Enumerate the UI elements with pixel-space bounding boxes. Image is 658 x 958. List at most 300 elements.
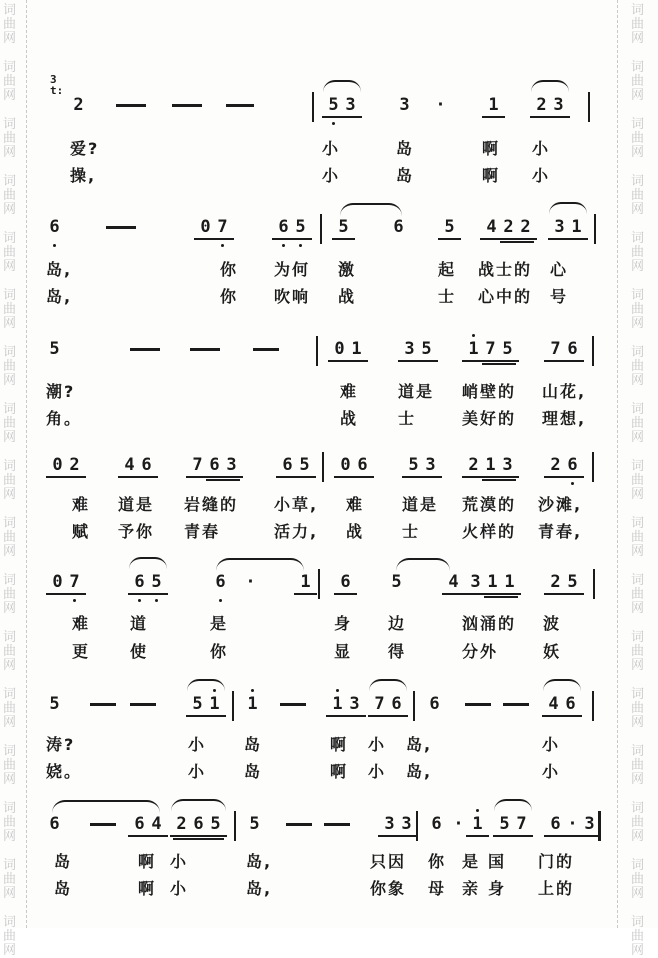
lyric-syllable: 岛,: [406, 735, 433, 754]
watermark-char: 词: [3, 573, 17, 588]
note-token: [480, 217, 537, 240]
note-digit: 3: [399, 95, 410, 115]
note-token: [390, 217, 407, 237]
note-digit: 6: [391, 694, 402, 714]
note-digit: ·: [435, 95, 446, 115]
lyric-syllable: 潮?: [46, 382, 76, 401]
note-digit: 4: [151, 814, 162, 834]
note-digit: 6: [393, 217, 404, 237]
note-token: [242, 572, 259, 592]
lyric-syllable: 岛,: [46, 287, 73, 306]
note-token: [128, 814, 168, 837]
watermark-char: 网: [3, 316, 17, 331]
note-digit: 3: [384, 814, 395, 834]
watermark-char: 曲: [3, 758, 17, 773]
note-token: [530, 95, 570, 118]
lyric-syllable: 士: [438, 287, 457, 306]
slur: [396, 558, 450, 571]
lyric-syllable: 身: [488, 879, 507, 898]
note-token: [328, 339, 368, 362]
lyric-syllable: 山花,: [542, 382, 587, 401]
note-token: [462, 339, 519, 362]
watermark-char: 网: [3, 829, 17, 844]
watermark-char: 网: [3, 886, 17, 901]
lyric-syllable: 波: [543, 614, 562, 633]
note-token: [46, 339, 63, 359]
lyric-syllable: 是: [210, 614, 229, 633]
octave-dot-below: [155, 599, 158, 602]
octave-dot-below: [219, 599, 222, 602]
note-digit: 1: [485, 455, 496, 475]
bar-line: [592, 691, 594, 721]
lyric-syllable: 岛,: [246, 879, 273, 898]
note-digit: 2: [176, 814, 187, 834]
note-digit: 6: [212, 572, 229, 592]
watermark-char: 网: [631, 259, 645, 274]
lyric-syllable: 岛,: [246, 852, 273, 871]
note-token: [246, 814, 263, 834]
dash-note: [130, 703, 156, 706]
lyric-syllable: 你: [210, 642, 229, 661]
note-digit: 1: [469, 814, 486, 834]
note-token: [334, 572, 357, 595]
watermark-char: 网: [3, 544, 17, 559]
lyric-syllable: 岛,: [46, 260, 73, 279]
watermark-char: 网: [631, 544, 645, 559]
lyric-syllable: 娆。: [46, 762, 83, 781]
watermark-char: 网: [631, 31, 645, 46]
note-token: [194, 217, 234, 240]
watermark-char: 网: [631, 487, 645, 502]
note-digit: 5: [49, 339, 60, 359]
lyric-syllable: 小: [170, 879, 189, 898]
lyric-syllable: 士: [398, 409, 417, 428]
watermark-char: 网: [631, 772, 645, 787]
lyric-syllable: 分外: [462, 642, 499, 661]
watermark-char: 曲: [631, 815, 645, 830]
note-digit: 5: [299, 455, 310, 475]
note-token: [428, 814, 445, 834]
key-signature-fragment: [50, 74, 63, 96]
lyric-syllable: 啊: [482, 139, 501, 158]
watermark-char: 网: [3, 487, 17, 502]
double-underline: [482, 363, 516, 365]
note-token: [276, 455, 316, 478]
lyric-syllable: 小: [542, 735, 561, 754]
double-underline: [206, 479, 240, 481]
lyric-syllable: 岛: [54, 852, 73, 871]
lyric-syllable: 美好的: [462, 409, 517, 428]
note-token: [438, 217, 461, 240]
note-token: [170, 814, 227, 837]
note-digit: 3: [349, 694, 360, 714]
note-token: [442, 572, 465, 595]
slur: [369, 679, 407, 691]
note-digit: 5: [49, 694, 60, 714]
note-token: [432, 95, 449, 115]
note-token: [186, 694, 226, 717]
note-digit: 2: [503, 217, 514, 237]
lyric-syllable: 亲: [462, 879, 481, 898]
lyric-syllable: 国: [488, 852, 507, 871]
note-token: [46, 572, 86, 595]
note-digit: 3: [425, 455, 436, 475]
note-token: [212, 572, 229, 592]
watermark-char: 词: [631, 516, 645, 531]
watermark-char: 曲: [3, 74, 17, 89]
lyric-syllable: 青春: [184, 522, 221, 541]
lyric-syllable: 理想,: [542, 409, 587, 428]
bar-line: [593, 569, 595, 599]
note-digit: 0: [334, 339, 345, 359]
bar-line: [594, 214, 596, 244]
bar-line: [312, 92, 314, 122]
dash-note: [190, 348, 220, 351]
note-digit: 3: [470, 572, 481, 592]
note-digit: 6: [49, 814, 60, 834]
note-digit: 6: [193, 814, 204, 834]
watermark-char: 网: [3, 31, 17, 46]
lyric-syllable: 士: [402, 522, 421, 541]
note-digit: 4: [448, 572, 459, 592]
lyric-syllable: 妖: [543, 642, 562, 661]
note-token: [544, 572, 584, 595]
watermark-char: 词: [631, 573, 645, 588]
double-underline: [482, 479, 516, 481]
note-digit: 7: [192, 455, 203, 475]
watermark-char: 曲: [3, 644, 17, 659]
watermark-char: 网: [631, 430, 645, 445]
bar-line: [413, 691, 415, 721]
watermark-char: 网: [3, 715, 17, 730]
watermark-char: 词: [3, 3, 17, 18]
lyric-syllable: 岛: [54, 879, 73, 898]
note-digit: 7: [516, 814, 527, 834]
lyric-syllable: 啊: [482, 166, 501, 185]
note-digit: 6: [564, 455, 581, 475]
key-signature-top: 3: [50, 73, 57, 86]
lyric-syllable: 小: [322, 166, 341, 185]
lyric-syllable: 你: [428, 852, 447, 871]
note-digit: 7: [374, 694, 385, 714]
note-digit: 6: [565, 694, 576, 714]
note-digit: 6: [431, 814, 442, 834]
note-digit: 3: [226, 455, 237, 475]
watermark-char: 网: [631, 88, 645, 103]
watermark-divider-right: [617, 0, 618, 928]
note-digit: 3: [345, 95, 356, 115]
watermark-char: 词: [631, 231, 645, 246]
note-digit: 1: [488, 95, 499, 115]
watermark-char: 曲: [631, 701, 645, 716]
lyric-syllable: 你: [220, 260, 239, 279]
lyric-syllable: 赋: [72, 522, 91, 541]
dash-note: [280, 703, 306, 706]
lyric-syllable: 母: [428, 879, 447, 898]
note-token: [46, 455, 86, 478]
watermark-char: 词: [631, 288, 645, 303]
watermark-char: 曲: [631, 245, 645, 260]
lyric-syllable: 小: [322, 139, 341, 158]
note-digit: 5: [444, 217, 455, 237]
watermark-char: 词: [631, 915, 645, 930]
note-digit: 7: [550, 339, 561, 359]
lyric-syllable: 岛,: [406, 762, 433, 781]
note-digit: 6: [141, 455, 152, 475]
note-token: [322, 95, 362, 118]
lyric-syllable: 难: [346, 495, 365, 514]
lyric-syllable: 小: [368, 735, 387, 754]
note-token: [493, 814, 533, 837]
note-token: [426, 694, 443, 714]
lyric-syllable: 岩缝的: [184, 495, 239, 514]
lyric-syllable: 难: [72, 614, 91, 633]
lyric-syllable: 上的: [538, 879, 575, 898]
watermark-char: 曲: [3, 473, 17, 488]
watermark-char: 曲: [3, 701, 17, 716]
dash-note: [106, 226, 136, 229]
note-digit: 0: [340, 455, 351, 475]
dash-note: [172, 104, 202, 107]
note-token: [544, 814, 601, 837]
watermark-char: 网: [3, 145, 17, 160]
watermark-char: 曲: [631, 416, 645, 431]
watermark-char: 网: [631, 373, 645, 388]
watermark-char: 曲: [631, 188, 645, 203]
watermark-char: 曲: [631, 530, 645, 545]
bar-line: [320, 214, 322, 244]
note-digit: 6: [282, 455, 293, 475]
lyric-syllable: 道是: [118, 495, 155, 514]
note-digit: 0: [52, 572, 63, 592]
key-signature-bottom: t:: [50, 84, 64, 97]
note-token: [388, 572, 405, 592]
note-digit: 2: [550, 455, 561, 475]
watermark-char: 词: [3, 117, 17, 132]
note-token: [118, 455, 158, 478]
lyric-syllable: 道: [130, 614, 149, 633]
lyric-syllable: 是: [462, 852, 481, 871]
watermark-char: 词: [3, 516, 17, 531]
double-underline: [484, 596, 518, 598]
lyric-syllable: 小: [170, 852, 189, 871]
lyric-syllable: 你象: [370, 879, 407, 898]
lyric-syllable: 小: [368, 762, 387, 781]
lyric-syllable: 激: [338, 260, 357, 279]
note-digit: ·: [453, 814, 464, 834]
note-digit: 2: [550, 572, 561, 592]
watermark-char: 网: [631, 886, 645, 901]
dash-note: [286, 823, 312, 826]
watermark-char: 网: [3, 88, 17, 103]
watermark-char: 曲: [631, 359, 645, 374]
dash-note: [116, 104, 146, 107]
lyric-syllable: 门的: [538, 852, 575, 871]
dash-note: [90, 703, 116, 706]
lyric-syllable: 予你: [118, 522, 155, 541]
watermark-char: 网: [3, 943, 17, 958]
note-digit: 5: [148, 572, 165, 592]
note-digit: 3: [584, 814, 595, 834]
watermark-char: 词: [3, 231, 17, 246]
note-digit: 1: [329, 694, 346, 714]
lyric-syllable: 难: [340, 382, 359, 401]
watermark-char: 曲: [3, 359, 17, 374]
note-digit: 7: [214, 217, 231, 237]
note-digit: 2: [69, 455, 80, 475]
watermark-char: 词: [3, 687, 17, 702]
bar-line: [316, 336, 318, 366]
dash-note: [503, 703, 529, 706]
note-token: [128, 572, 168, 595]
octave-dot-below: [221, 244, 224, 247]
lyric-syllable: 汹涌的: [462, 614, 517, 633]
double-underline: [500, 241, 534, 243]
note-digit: 4: [124, 455, 135, 475]
note-digit: 0: [200, 217, 211, 237]
octave-dot-below: [332, 122, 335, 125]
note-digit: 1: [206, 694, 223, 714]
lyric-syllable: 火样的: [462, 522, 517, 541]
lyric-syllable: 心: [550, 260, 569, 279]
note-token: [464, 572, 521, 595]
watermark-char: 曲: [631, 74, 645, 89]
note-token: [70, 95, 87, 115]
watermark-char: 网: [631, 658, 645, 673]
note-digit: 5: [502, 339, 513, 359]
dash-note: [90, 823, 116, 826]
note-digit: 6: [46, 217, 63, 237]
note-digit: 5: [292, 217, 309, 237]
lyric-syllable: 更: [72, 642, 91, 661]
watermark-char: 网: [631, 316, 645, 331]
note-token: [368, 694, 408, 717]
octave-dot-below: [571, 482, 574, 485]
note-digit: 5: [567, 572, 578, 592]
bar-line: [234, 811, 236, 841]
lyric-syllable: 起: [438, 260, 457, 279]
watermark-char: 词: [631, 60, 645, 75]
lyric-syllable: 你: [220, 287, 239, 306]
lyric-syllable: 操,: [70, 166, 97, 185]
watermark-char: 网: [3, 772, 17, 787]
watermark-divider-left: [26, 0, 27, 928]
note-digit: 3: [502, 455, 513, 475]
lyric-syllable: 峭壁的: [462, 382, 517, 401]
lyric-syllable: 小: [542, 762, 561, 781]
lyric-syllable: 战: [340, 409, 359, 428]
watermark-char: 网: [631, 145, 645, 160]
note-token: [466, 814, 489, 837]
note-digit: 5: [421, 339, 432, 359]
watermark-char: 曲: [3, 416, 17, 431]
watermark-char: 曲: [3, 530, 17, 545]
note-token: [294, 572, 317, 595]
slur: [171, 799, 226, 811]
lyric-syllable: 荒漠的: [462, 495, 517, 514]
watermark-char: 词: [3, 459, 17, 474]
lyric-syllable: 使: [130, 642, 149, 661]
bar-line: [592, 336, 594, 366]
watermark-char: 词: [631, 687, 645, 702]
octave-dot-below: [138, 599, 141, 602]
note-digit: 5: [249, 814, 260, 834]
octave-dot-above: [476, 809, 479, 812]
note-digit: 1: [487, 572, 498, 592]
lyric-syllable: 活力,: [274, 522, 319, 541]
lyric-syllable: 爱?: [70, 139, 100, 158]
note-digit: 6: [357, 455, 368, 475]
note-token: [544, 339, 584, 362]
lyric-syllable: 小: [532, 166, 551, 185]
watermark-char: 词: [631, 117, 645, 132]
slur: [549, 202, 587, 214]
bar-line: [592, 452, 594, 482]
octave-dot-below: [73, 599, 76, 602]
note-digit: 6: [429, 694, 440, 714]
slur: [187, 679, 225, 691]
lyric-syllable: 岛: [396, 166, 415, 185]
watermark-char: 曲: [3, 245, 17, 260]
lyric-syllable: 得: [388, 642, 407, 661]
note-token: [396, 95, 413, 115]
note-digit: 1: [300, 572, 311, 592]
watermark-char: 词: [3, 288, 17, 303]
watermark-char: 网: [3, 259, 17, 274]
watermark-char: 网: [3, 202, 17, 217]
note-digit: 6: [567, 339, 578, 359]
lyric-syllable: 道是: [402, 495, 439, 514]
note-digit: 6: [131, 572, 148, 592]
lyric-syllable: 啊: [330, 762, 349, 781]
note-token: [548, 217, 588, 240]
slur: [216, 558, 304, 571]
octave-dot-below: [282, 244, 285, 247]
note-digit: 6: [134, 814, 145, 834]
watermark-char: 曲: [3, 17, 17, 32]
watermark-char: 曲: [3, 188, 17, 203]
lyric-syllable: 沙滩,: [538, 495, 583, 514]
note-digit: ·: [245, 572, 256, 592]
lyric-syllable: 边: [388, 614, 407, 633]
note-digit: 1: [465, 339, 482, 359]
note-token: [482, 95, 505, 118]
watermark-char: 词: [631, 402, 645, 417]
note-token: [244, 694, 261, 714]
note-digit: 5: [408, 455, 419, 475]
watermark-char: 曲: [631, 929, 645, 944]
octave-dot-above: [472, 334, 475, 337]
note-digit: 2: [520, 217, 531, 237]
watermark-char: 曲: [631, 644, 645, 659]
lyric-syllable: 道是: [398, 382, 435, 401]
note-digit: 5: [338, 217, 349, 237]
bar-line: [416, 811, 418, 841]
dash-note: [253, 348, 279, 351]
watermark-char: 词: [3, 915, 17, 930]
watermark-char: 曲: [3, 815, 17, 830]
note-digit: 1: [351, 339, 362, 359]
note-digit: 3: [401, 814, 412, 834]
note-digit: 6: [550, 814, 561, 834]
watermark-char: 网: [631, 715, 645, 730]
note-digit: 4: [486, 217, 497, 237]
watermark-char: 曲: [631, 131, 645, 146]
watermark-char: 网: [631, 601, 645, 616]
watermark-char: 词: [631, 801, 645, 816]
lyric-syllable: 只因: [370, 852, 407, 871]
watermark-char: 词: [631, 630, 645, 645]
